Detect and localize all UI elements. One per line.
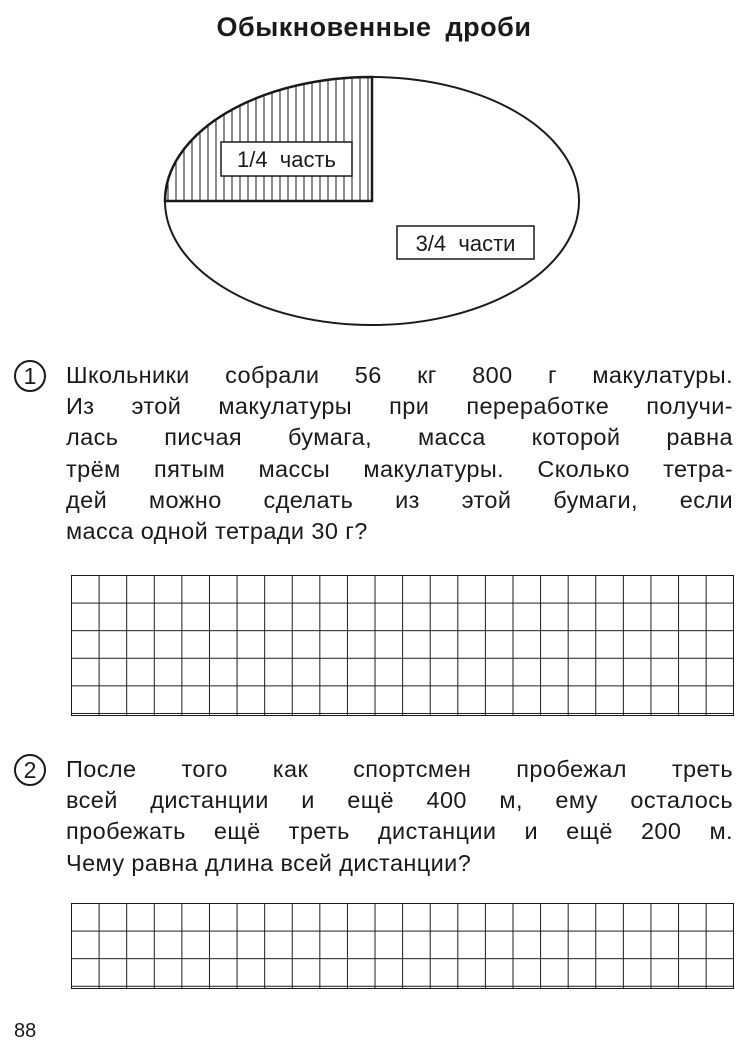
task-line: Чему равна длина всей дистанции? [66, 849, 472, 876]
answer-grid-task-2 [71, 903, 734, 989]
task-line: Школьники собрали 56 кг 800 г макулатуры. [66, 362, 733, 388]
quarter-label-box [221, 142, 352, 176]
task-2-text [66, 754, 733, 879]
task-line: дей можно сделать из этой бумаги, если [66, 486, 733, 513]
page-number: 88 [14, 1020, 37, 1042]
task-line: лась писчая бумага, масса которой равна [66, 424, 733, 451]
task-line: Из этой макулатуры при переработке получи- [66, 393, 733, 420]
task-number-badge: 1 [14, 360, 46, 392]
quarter-label: 1/4 часть [236, 147, 337, 172]
task-line: трём пятым массы макулатуры. Сколько тетра- [66, 455, 733, 482]
three-quarters-label-box [397, 226, 534, 259]
page-title: Обыкновенные дроби [216, 12, 532, 42]
task-line: всей дистанции и ещё 400 м, ему осталось [66, 787, 733, 814]
shaded-quarter-sector [165, 70, 372, 205]
answer-grid-task-1 [71, 575, 734, 716]
task-line: После того как спортсмен пробежал треть [66, 756, 733, 782]
task-1-text [66, 360, 733, 547]
task-line: пробежать ещё треть дистанции и ещё 200 м. [66, 818, 733, 845]
fraction-ellipse-diagram [0, 0, 748, 340]
task-number-badge: 2 [14, 754, 46, 786]
task-line: масса одной тетради 30 г? [66, 517, 368, 544]
three-quarters-label: 3/4 части [415, 231, 516, 256]
